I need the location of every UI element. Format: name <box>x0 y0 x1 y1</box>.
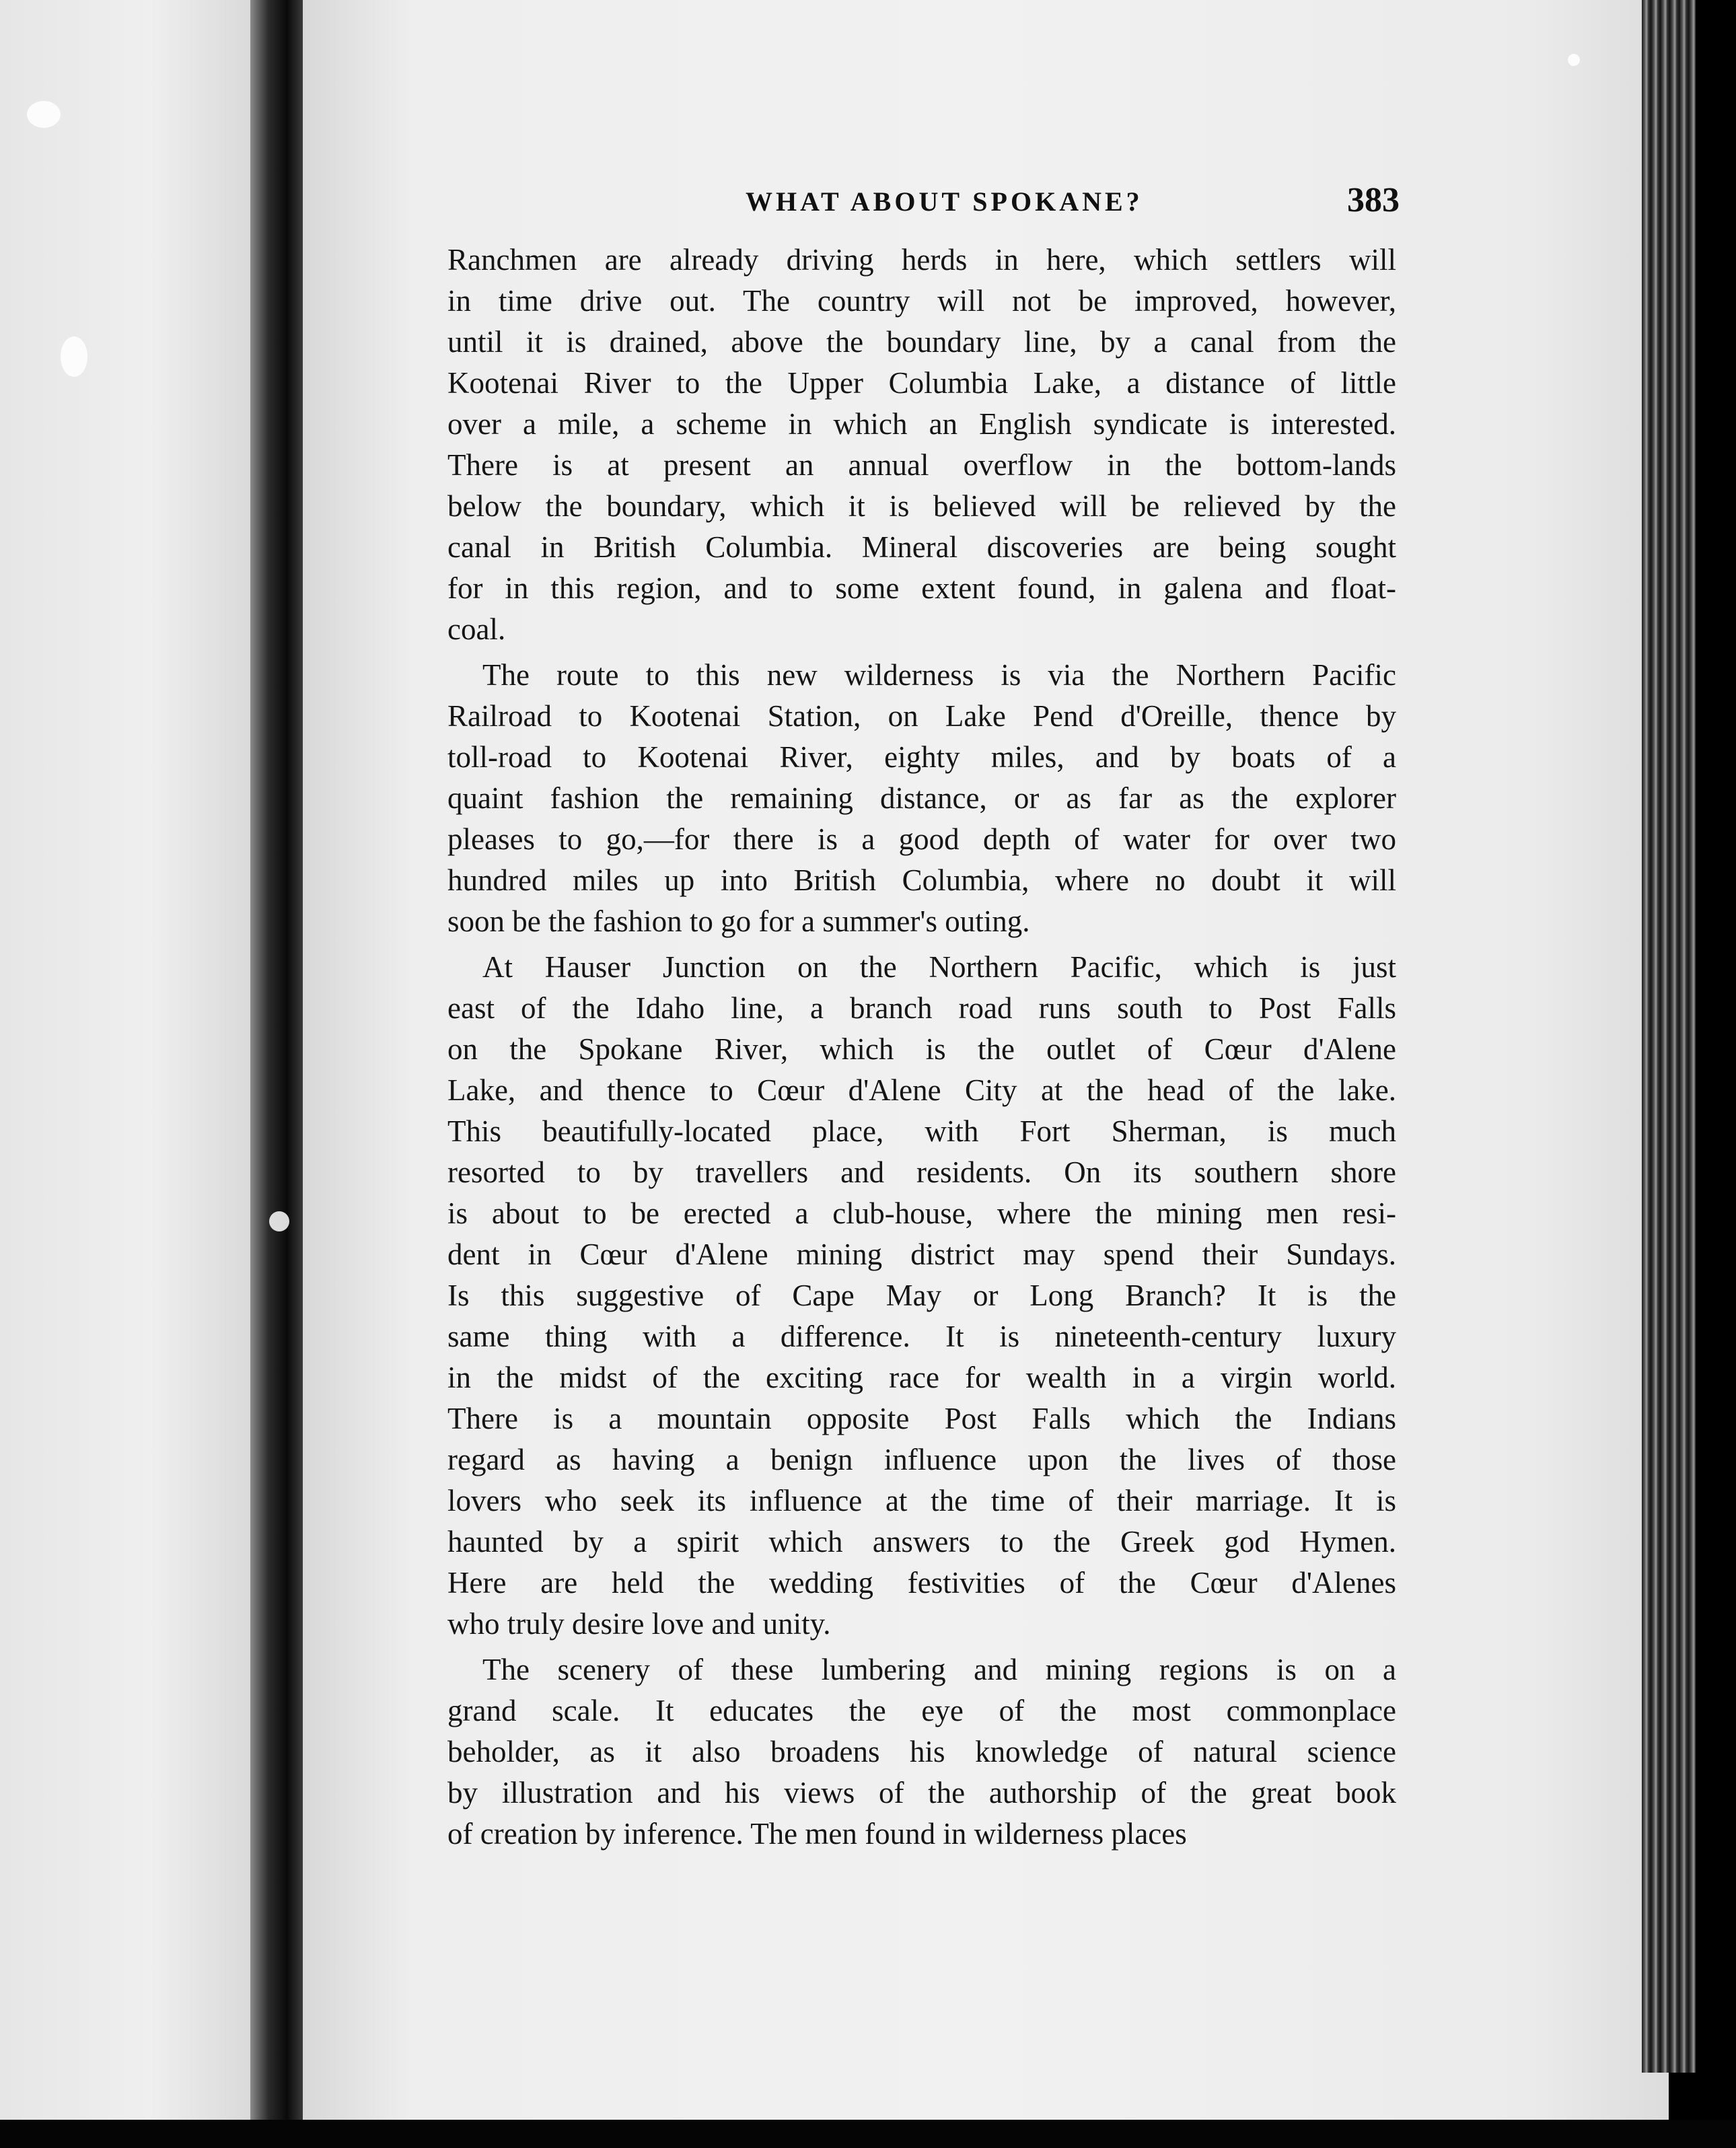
text-line: Lake, and thence to Cœur d'Alene City at the head of the lake. <box>447 1073 1396 1107</box>
scan-border <box>0 2120 1736 2148</box>
text-line: Here are held the wedding festivities of the Cœur d'Alenes <box>447 1566 1396 1600</box>
running-head: WHAT ABOUT SPOKANE? <box>746 186 1143 217</box>
text-line: in time drive out. The country will not be improved, however, <box>447 284 1396 318</box>
text-line: for in this region, and to some extent found, in galena and float- <box>447 571 1396 605</box>
text-line: quaint fashion the remaining distance, or as far as the explorer <box>447 781 1396 815</box>
text-line: There is a mountain opposite Post Falls which the Indians <box>447 1402 1396 1435</box>
scan-speck <box>1568 54 1580 66</box>
text-line: of creation by inference. The men found in wilderness places <box>447 1817 1187 1851</box>
text-line: lovers who seek its influence at the time of their marriage. It is <box>447 1484 1396 1517</box>
text-line: same thing with a difference. It is nineteenth-century luxury <box>447 1320 1396 1353</box>
text-line: This beautifully-located place, with Fort Sherman, is much <box>447 1114 1396 1148</box>
text-line: Kootenai River to the Upper Columbia Lake, a distance of little <box>447 366 1396 400</box>
text-line: pleases to go,—for there is a good depth of water for over two <box>447 822 1396 856</box>
text-line: hundred miles up into British Columbia, where no doubt it will <box>447 863 1396 897</box>
text-line: who truly desire love and unity. <box>447 1607 831 1641</box>
text-line: resorted to by travellers and residents. On its southern shore <box>447 1155 1396 1189</box>
text-line: east of the Idaho line, a branch road runs south to Post Falls <box>447 991 1396 1025</box>
text-line: soon be the fashion to go for a summer's outing. <box>447 904 1030 938</box>
page-number: 383 <box>1347 181 1400 219</box>
text-line: haunted by a spirit which answers to the Greek god Hymen. <box>447 1525 1396 1559</box>
facing-page-edge <box>0 0 250 2148</box>
text-line: There is at present an annual overflow in the bottom-lands <box>447 448 1396 482</box>
text-line: Railroad to Kootenai Station, on Lake Pend d'Oreille, thence by <box>447 699 1396 733</box>
text-line: is about to be erected a club-house, where the mining men resi- <box>447 1196 1396 1230</box>
text-line: over a mile, a scheme in which an English syndicate is interested. <box>447 407 1396 441</box>
text-line: toll-road to Kootenai River, eighty miles, and by boats of a <box>447 740 1396 774</box>
scan-speck <box>27 101 61 128</box>
paragraph <box>447 655 1396 942</box>
text-line: Ranchmen are already driving herds in here, which settlers will <box>447 243 1396 277</box>
paragraph <box>447 947 1396 1645</box>
text-line: beholder, as it also broadens his knowledge of natural science <box>447 1735 1396 1768</box>
body-text <box>447 240 1396 1859</box>
text-line: dent in Cœur d'Alene mining district may spend their Sundays. <box>447 1238 1396 1271</box>
text-line: until it is drained, above the boundary line, by a canal from the <box>447 325 1396 359</box>
text-line: on the Spokane River, which is the outlet of Cœur d'Alene <box>447 1032 1396 1066</box>
text-line: regard as having a benign influence upon the lives of those <box>447 1443 1396 1476</box>
text-line: The scenery of these lumbering and mining regions is on a <box>482 1653 1396 1686</box>
page-edges <box>1642 0 1696 2073</box>
text-line: coal. <box>447 612 506 646</box>
text-line: Is this suggestive of Cape May or Long Branch? It is the <box>447 1279 1396 1312</box>
scan-speck <box>269 1211 289 1231</box>
text-line: grand scale. It educates the eye of the most commonplace <box>447 1694 1396 1727</box>
paragraph <box>447 240 1396 650</box>
text-line: The route to this new wilderness is via the Northern Pacific <box>482 658 1396 692</box>
scan-speck <box>61 336 87 377</box>
page-header <box>444 180 1400 234</box>
text-line: by illustration and his views of the authorship of the great book <box>447 1776 1396 1810</box>
text-line: below the boundary, which it is believed will be relieved by the <box>447 489 1396 523</box>
book-gutter <box>250 0 303 2148</box>
paragraph <box>447 1649 1396 1855</box>
text-line: canal in British Columbia. Mineral discoveries are being sought <box>447 530 1396 564</box>
text-line: in the midst of the exciting race for wealth in a virgin world. <box>447 1361 1396 1394</box>
text-line: At Hauser Junction on the Northern Pacific, which is just <box>482 950 1396 984</box>
